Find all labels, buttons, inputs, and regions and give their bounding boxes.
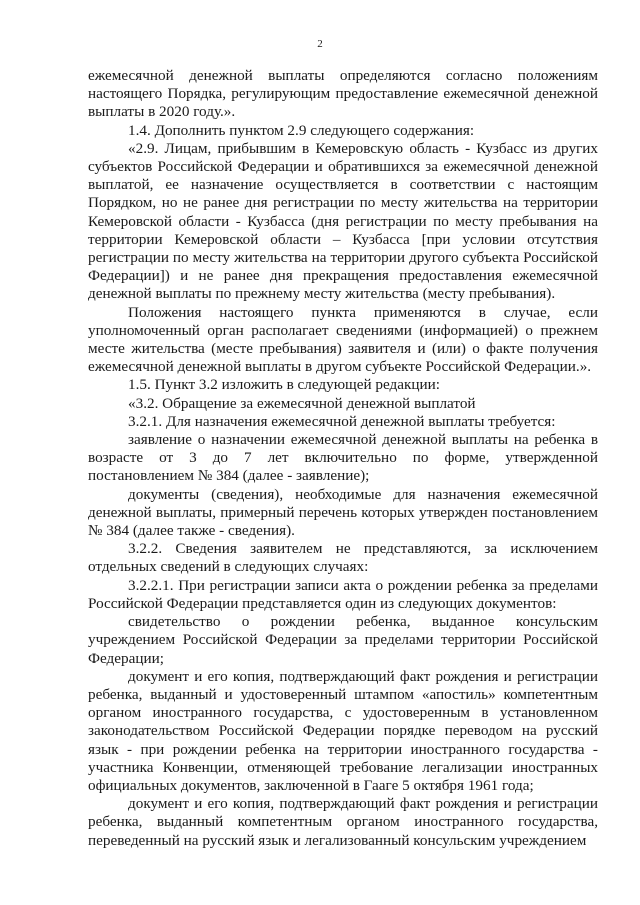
- paragraph-3-2: «3.2. Обращение за ежемесячной денежной выплатой: [128, 394, 476, 412]
- paragraph-provisions: Положения настоящего пункта применяются в случае, если уполномоченный орган располагает сведениями (информацией) о прежнем месте жительства (месте пребывания) заявителя и (или) о факте получения ежемесячной денежной выплаты в другом субъекте Российской Федерации.».: [88, 303, 598, 376]
- paragraph-3-2-1: 3.2.1. Для назначения ежемесячной денежной выплаты требуется:: [128, 412, 556, 430]
- paragraph-documents: документы (сведения), необходимые для назначения ежемесячной денежной выплаты, примерный перечень которых утвержден постановлением № 384 (далее также - сведения).: [88, 485, 598, 540]
- paragraph-3-2-2: 3.2.2. Сведения заявителем не представляются, за исключением отдельных сведений в следующих случаях:: [88, 540, 598, 576]
- paragraph-certificate: свидетельство о рождении ребенка, выданное консульским учреждением Российской Федерации за пределами территории Российской Федерации;: [88, 613, 598, 667]
- paragraph-1-4: 1.4. Дополнить пунктом 2.9 следующего содержания:: [128, 121, 475, 139]
- paragraph-application: заявление о назначении ежемесячной денежной выплаты на ребенка в возрасте от 3 до 7 лет включительно по форме, утвержденной постановлением № 384 (далее - заявление);: [88, 431, 598, 485]
- page-number: 2: [317, 38, 323, 50]
- paragraph-3-2-2-1: 3.2.2.1. При регистрации записи акта о рождении ребенка за пределами Российской Федерации представляется один из следующих документов:: [88, 576, 598, 612]
- paragraph-2-9: «2.9. Лицам, прибывшим в Кемеровскую область - Кузбасс из других субъектов Российской Федерации и обратившихся за ежемесячной денежной выплатой, ее назначение осуществляется в соответствии с настоящим Порядком, но не ранее дня регистрации по месту жительства на территории Кемеровской области - Кузбасса (дня регистрации по месту пребывания на территории Кемеровской области – Кузбасса [при условии отсутствия регистрации по месту жительства на территории другого субъекта Российской Федерации]) и не ранее дня прекращения предоставления ежемесячной денежной выплаты по прежнему месту жительства (месту пребывания).: [88, 139, 598, 303]
- paragraph-apostille-document: документ и его копия, подтверждающий факт рождения и регистрации ребенка, выданный и удостоверенный штампом «апостиль» компетентным органом иностранного государства, с удостоверенным в установленном законодательством Российской Федерации порядке переводом на русский язык - при рождении ребенка на территории иностранного государства - участника Конвенции, отменяющей требование легализации иностранных официальных документов, заключенной в Гааге 5 октября 1961 года;: [88, 667, 598, 794]
- paragraph-continuation: ежемесячной денежной выплаты определяются согласно положениям настоящего Порядка, регулирующим предоставление ежемесячной денежной выплаты в 2020 году.».: [88, 67, 598, 121]
- paragraph-legalized-document: документ и его копия, подтверждающий факт рождения и регистрации ребенка, выданный компетентным органом иностранного государства, переведенный на русский язык и легализованный консульским учреждением: [88, 795, 598, 849]
- document-body: [88, 67, 598, 850]
- paragraph-1-5: 1.5. Пункт 3.2 изложить в следующей редакции:: [128, 376, 441, 394]
